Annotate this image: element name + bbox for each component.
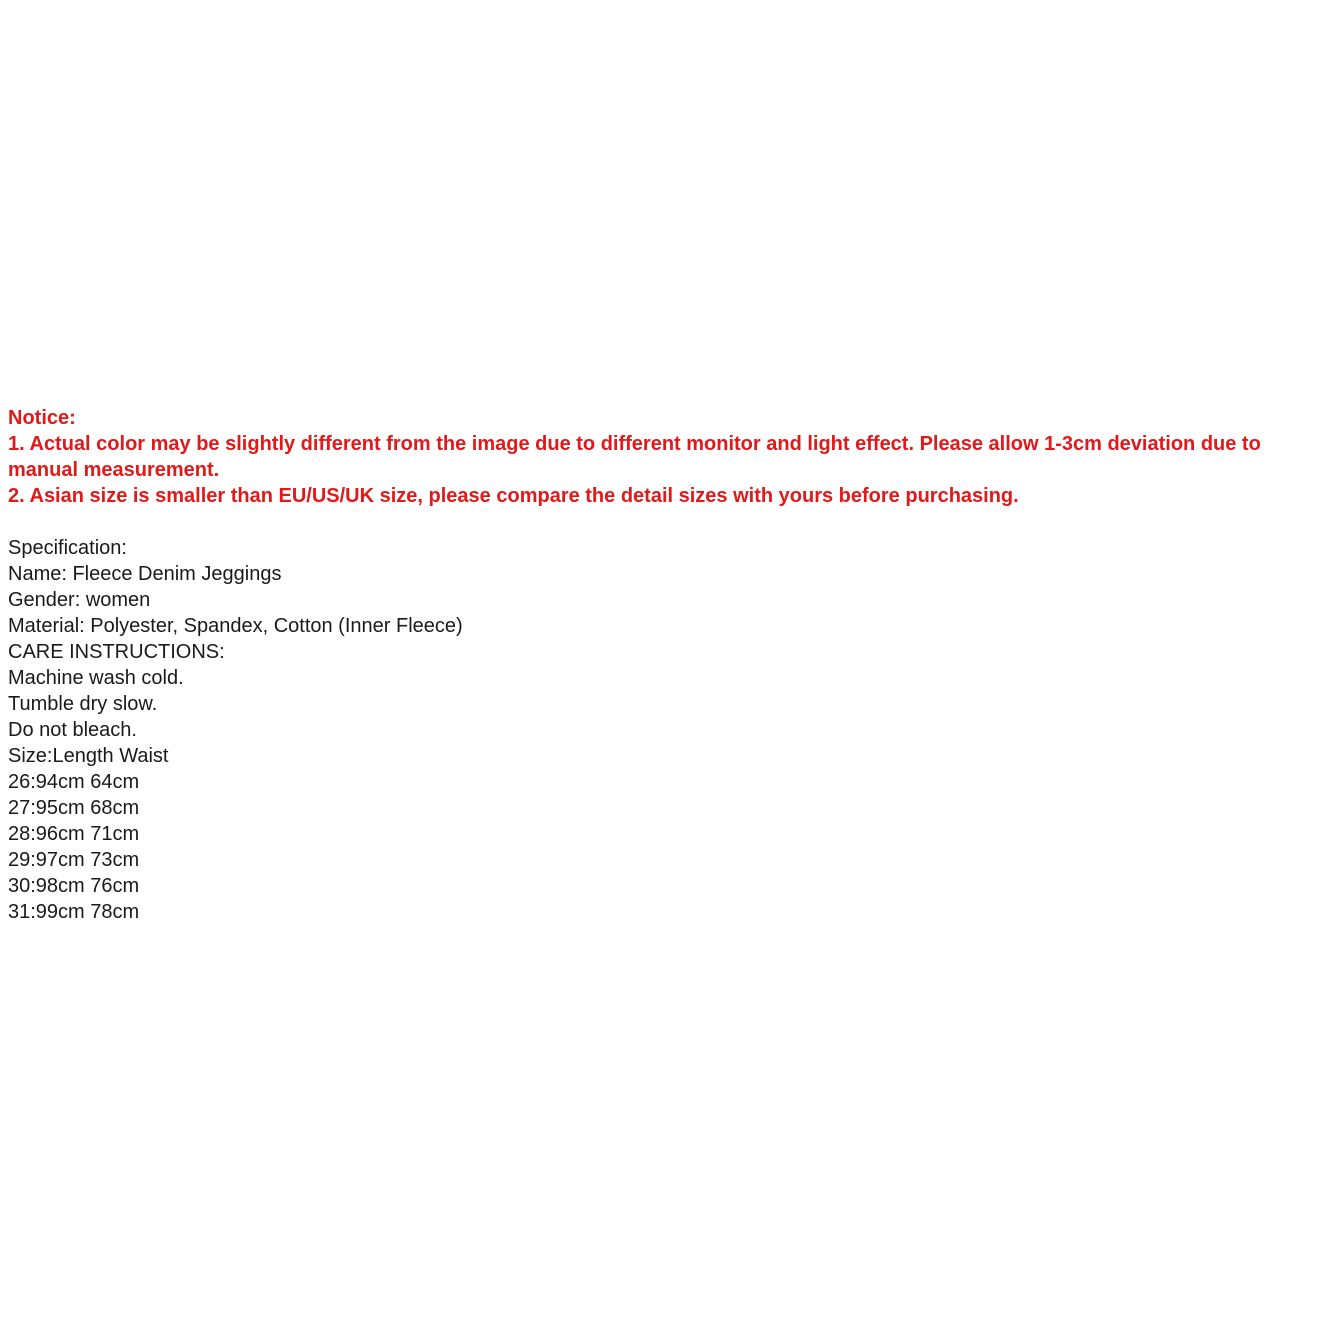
section-spacer xyxy=(8,509,1328,535)
notice-block xyxy=(8,405,1328,509)
size-row: 27:95cm 68cm xyxy=(8,797,140,819)
specification-block xyxy=(8,535,1328,925)
product-description xyxy=(8,405,1328,925)
size-row: 26:94cm 64cm xyxy=(8,771,140,793)
spec-name: Name: Fleece Denim Jeggings xyxy=(8,563,282,585)
size-row: 28:96cm 71cm xyxy=(8,823,140,845)
spec-material: Material: Polyester, Spandex, Cotton (Inner Fleece) xyxy=(8,615,463,637)
size-row: 29:97cm 73cm xyxy=(8,849,140,871)
size-row: 31:99cm 78cm xyxy=(8,901,140,923)
notice-item-1: 1. Actual color may be slightly different from the image due to different monitor and light effect. Please allow 1-3cm deviation due to manual measurement. xyxy=(8,433,1261,481)
notice-item-2: 2. Asian size is smaller than EU/US/UK size, please compare the detail sizes with yours before purchasing. xyxy=(8,485,1019,507)
care-item: Do not bleach. xyxy=(8,719,137,741)
notice-heading: Notice: xyxy=(8,407,76,429)
care-item: Machine wash cold. xyxy=(8,667,184,689)
size-header: Size:Length Waist xyxy=(8,745,169,767)
spec-heading: Specification: xyxy=(8,537,127,559)
care-heading: CARE INSTRUCTIONS: xyxy=(8,641,225,663)
spec-gender: Gender: women xyxy=(8,589,151,611)
care-item: Tumble dry slow. xyxy=(8,693,158,715)
size-row: 30:98cm 76cm xyxy=(8,875,140,897)
